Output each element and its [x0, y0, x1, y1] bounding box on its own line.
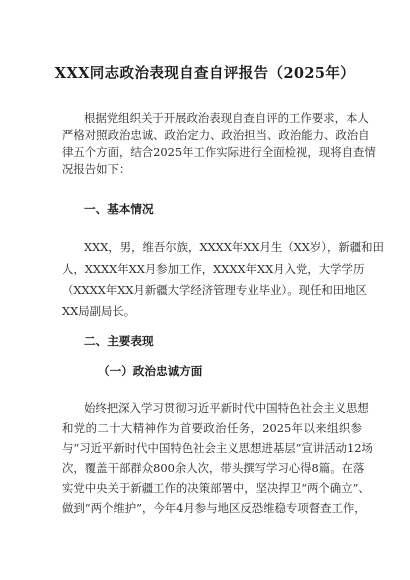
basic-info-line: （XXXX年XX月新疆大学经济管理专业毕业）。现任和田地区 [62, 283, 367, 297]
basic-info-line: XX局副局长。 [62, 304, 136, 318]
intro-line: 严格对照政治忠诚、政治定力、政治担当、政治能力、政治自 [62, 128, 370, 142]
basic-info-line: XXX，男，维吾尔族，XXXX年XX月生（XX岁），新疆和田 [84, 240, 384, 254]
loyalty-line: 做到“两个维护”，今年4月参与地区反恐维稳专项督查工作， [62, 501, 366, 515]
loyalty-line: 实党中央关于新疆工作的决策部署中，坚决捍卫“两个确立”、 [62, 481, 370, 495]
loyalty-line: 始终把深入学习贯彻习近平新时代中国特色社会主义思想 [84, 401, 369, 415]
loyalty-line: 与“习近平新时代中国特色社会主义思想进基层”宣讲活动12场 [62, 441, 373, 455]
loyalty-line: 次，覆盖干部群众800余人次，带头撰写学习心得8篇。在落 [62, 461, 365, 475]
intro-line: 律五个方面，结合2025年工作实际进行全面检视，现将自查情 [62, 145, 376, 159]
loyalty-line: 和党的二十大精神作为首要政治任务，2025年以来组织参 [62, 421, 362, 435]
section-heading-basic-info: 一、基本情况 [84, 202, 154, 216]
intro-line: 根据党组织关于开展政治表现自查自评的工作要求，本人 [84, 111, 369, 125]
document-title: XXX同志政治表现自查自评报告（2025年） [54, 65, 356, 82]
section-heading-main-performance: 二、主要表现 [84, 334, 154, 348]
intro-line: 况报告如下： [62, 162, 131, 176]
basic-info-line: 人，XXXX年XX月参加工作，XXXX年XX月入党，大学学历 [62, 262, 365, 276]
subsection-heading-political-loyalty: （一）政治忠诚方面 [98, 364, 203, 378]
